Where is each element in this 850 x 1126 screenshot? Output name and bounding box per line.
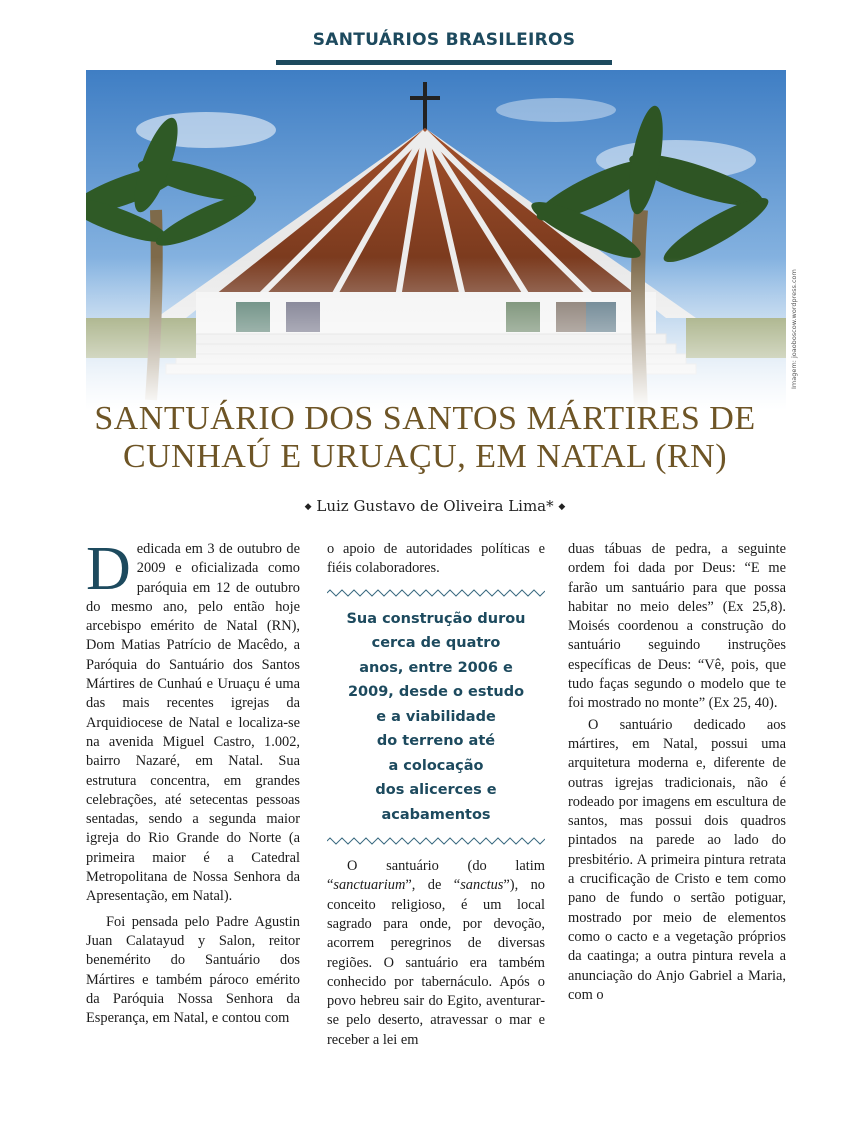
col3-paragraph-1: duas tábuas de pedra, a seguinte ordem foi dada por Deus: “E me farão um santuário para que possa habitar no meio deles” (Ex 25,8). Moisés coordenou a construção do santuário seguindo instruções específicas de Deus: “Vê, pois, que tudo faças segundo o modelo que te foi mostrado no monte” (Ex 25, 40). [568, 541, 786, 712]
pullquote-line: a colocação [388, 757, 484, 774]
col1-p1-text: edicada em 3 de outubro de 2009 e oficializada como paróquia em 12 de outubro do mesmo ano, pelo então hoje arcebispo emérito de Natal (RN), Dom Matias Patrício de Macêdo, a Paróquia do Santuário dos Santos Mártires de Cunhaú e Uruaçu é uma das mais recentes igrejas da Arquidiocese de Natal e localiza-se na avenida Miguel Castro, 1.002, bairro Nazaré, em Natal. Sua estrutura concentra, em grandes celebrações, até setecentas pessoas sentadas, sendo a segunda maior igreja do Rio Grande do Norte (a primeira maior é a Catedral Metropolitana de Nossa Senhora da Apresentação, em Natal). [86, 541, 300, 905]
column-1 [86, 535, 300, 1028]
section-rule [276, 60, 612, 65]
col2-paragraph-2 [327, 857, 545, 1050]
byline-marker-right: ◆ [558, 502, 566, 512]
col2-p2-latin-term: sanctus [460, 877, 504, 894]
article-title [40, 400, 810, 476]
pullquote-line: dos alicerces e [375, 782, 497, 799]
byline-marker-left: ◆ [304, 502, 312, 512]
col1-paragraph-1 [86, 535, 300, 907]
col2-p2-part: O santuário (do latim “ [327, 858, 545, 894]
col3-paragraph-2: O santuário dedicado aos mártires, em Natal, possui uma arquitetura moderna e, diferente de outras igrejas tradicionais, não é rodeado por imagens em escultura de santos, mas possui dois quadros pintados na parede ao lado do presbitério. A primeira pintura retrata a crucificação de Cristo e tem como pano de fundo o sertão potiguar, mostrado por meio de elementos como o cacto e a vegetação próprios da caatinga; a outra pintura revela a anunciação do Anjo Gabriel a Maria, com o [568, 716, 786, 1003]
col2-p2-part: ”, de “ [405, 877, 461, 894]
church-illustration [86, 70, 786, 410]
title-line-1: SANTUÁRIO DOS SANTOS MÁRTIRES DE [94, 400, 756, 437]
pullquote-line: acabamentos [381, 806, 491, 823]
pullquote-line: cerca de quatro [371, 635, 501, 652]
photo-credit-text: Imagem: joaoboscow.wordpress.com [790, 269, 798, 389]
pullquote-line: e a viabilidade [376, 708, 496, 725]
title-line-2: CUNHAÚ E URUAÇU, EM NATAL (RN) [122, 438, 728, 475]
pullquote-divider-bottom [327, 837, 545, 845]
pullquote-divider-top [327, 589, 545, 597]
col2-p2-latin-term: sanctuarium [333, 877, 406, 894]
pullquote-line: 2009, desde o estudo [347, 684, 525, 701]
pullquote-line: do terreno até [376, 733, 496, 750]
col1-paragraph-2: Foi pensada pelo Padre Agustin Juan Calatayud y Salon, reitor benemérito do Santuário dos Mártires e também pároco emérito da Paróquia Nossa Senhora da Esperança, em Natal, e contou com [86, 913, 300, 1027]
col2-p2-part: ”), no conceito religioso, é um local sagrado para onde, por devoção, acorrem peregrinos de diversas regiões. O santuário era também conhecido por tabernáculo. Após o povo hebreu sair do Egito, aventurar-se pelo deserto, atravessar o mar e receber a lei em [327, 877, 545, 1048]
byline [0, 497, 850, 515]
pullquote-line: Sua construção durou [346, 610, 526, 627]
column-3 [568, 540, 786, 1005]
section-label: SANTUÁRIOS BRASILEIROS [312, 30, 576, 50]
section-header [276, 30, 612, 50]
pull-quote [327, 607, 545, 828]
photo-credit [789, 269, 799, 390]
column-2 [327, 540, 545, 1050]
pullquote-line: anos, entre 2006 e [359, 659, 513, 676]
byline-author: Luiz Gustavo de Oliveira Lima* [316, 497, 554, 515]
drop-cap: D [86, 535, 131, 603]
col2-paragraph-1: o apoio de autoridades políticas e fiéis colaboradores. [327, 541, 545, 577]
hero-photo [86, 70, 786, 410]
